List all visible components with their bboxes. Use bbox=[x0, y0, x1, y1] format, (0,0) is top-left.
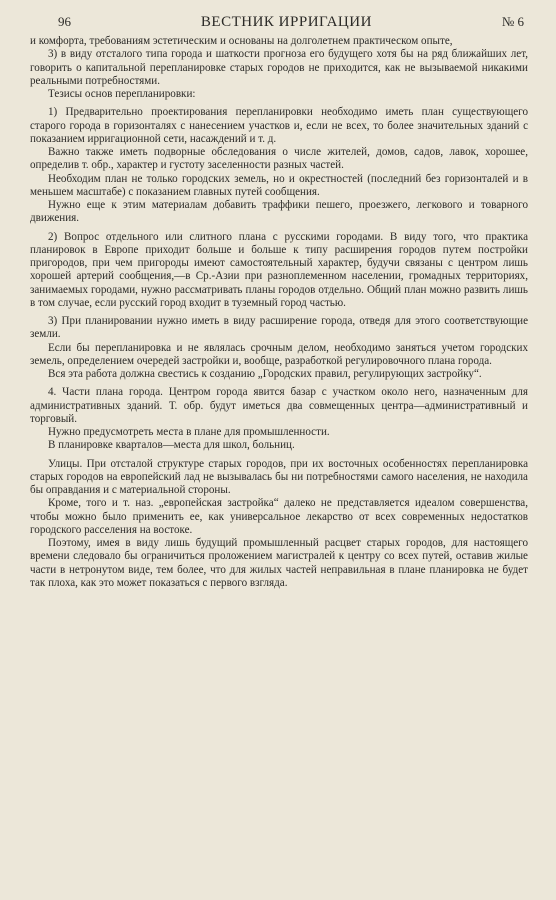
journal-title: ВЕСТНИК ИРРИГАЦИИ bbox=[200, 14, 372, 30]
paragraph: Нужно еще к этим материалам добавить траффики пешего, проезжего, легкового и товарного движения. bbox=[30, 199, 528, 225]
paragraph: Важно также иметь подворные обследования о числе жителей, домов, садов, лавок, хорошее, определив т. обр., характер и густоту заселенности разных частей. bbox=[30, 146, 528, 172]
paragraph: В планировке кварталов—места для школ, больниц. bbox=[48, 439, 295, 452]
paragraph: Улицы. При отсталой структуре старых городов, при их восточных особенностях перепланировка старых городов на европейский лад не вызывалась бы ни потребностями самого населения, не находила бы оправдания и с материальной стороны. bbox=[30, 457, 528, 496]
paragraph: Вся эта работа должна свестись к созданию „Городских правил, регулирующих застройку“. bbox=[48, 368, 482, 380]
paragraph: Кроме, того и т. наз. „европейская застройка“ далеко не представляется идеалом совершенства, чтобы можно было применить ее, как универсальное лекарство от всех современных недостатков городского расселения на востоке. bbox=[30, 497, 528, 536]
page-header bbox=[30, 14, 528, 31]
paragraph: 4. Части плана города. Центром города явится базар с участком около него, назначенным для административных зданий. Т. обр. будут иметься два совмещенных центра—административный и торговый. bbox=[30, 386, 528, 425]
paragraph: Тезисы основ перепланировки: bbox=[48, 88, 196, 100]
article-body bbox=[30, 35, 528, 590]
page-number: 96 bbox=[58, 14, 71, 29]
paragraph: Необходим план не только городских земель, но и окрестностей (последний без горизонталей и в меньшем масштабе) с показанием главных путей сообщения. bbox=[30, 172, 528, 198]
issue-number: № 6 bbox=[501, 14, 524, 29]
paragraph: 2) Вопрос отдельного или слитного плана с русскими городами. В виду того, что практика планировок в Европе приходит больше и больше к типу расширения городов путем постройки пригородов, при чем пригороды имеют самостоятельный характер, будучи связаны с центром лишь хорошей артерий сообщения,—в Ср.-Азии при разноплеменном населении, громадных территориях, занимаемых городами, нужно рассматривать планы городов отдельно. Общий план можно развить лишь в том случае, если русский город входит в туземный город частью. bbox=[30, 230, 528, 309]
paragraph: 3) При планировании нужно иметь в виду расширение города, отведя для этого соответствующие земли. bbox=[30, 315, 528, 341]
paragraph: и комфорта, требованиям эстетическим и основаны на долголетнем практическом опыте, bbox=[30, 35, 453, 47]
paragraph: Если бы перепланировка и не являлась срочным делом, необходимо заняться учетом городских земель, определением очередей застройки и, вообще, разработкой регулировочного плана города. bbox=[30, 341, 528, 367]
paragraph: 3) в виду отсталого типа города и шаткости прогноза его будущего хотя бы на ряд ближайших лет, говорить о капитальной перепланировке старых городов не приходится, как не вызываемой никакими реальными потребностями. bbox=[30, 48, 528, 87]
paragraph: Нужно предусмотреть места в плане для промышленности. bbox=[48, 426, 330, 438]
paragraph: 1) Предварительно проектирования перепланировки необходимо иметь план существующего старого города в горизонталях с нанесением участков и, если не всех, то более значительных зданий с показанием ирригационной сети, насаждений и т. д. bbox=[30, 106, 528, 145]
paragraph: Поэтому, имея в виду лишь будущий промышленный расцвет старых городов, для настоящего времени следовало бы ограничиться проложением магистралей к центру со всех путей, оставив жилые части в нетронутом виде, тем более, что для жилых частей неправильная в плане планировка не будет так плоха, как это может показаться с первого взгляда. bbox=[30, 537, 528, 589]
